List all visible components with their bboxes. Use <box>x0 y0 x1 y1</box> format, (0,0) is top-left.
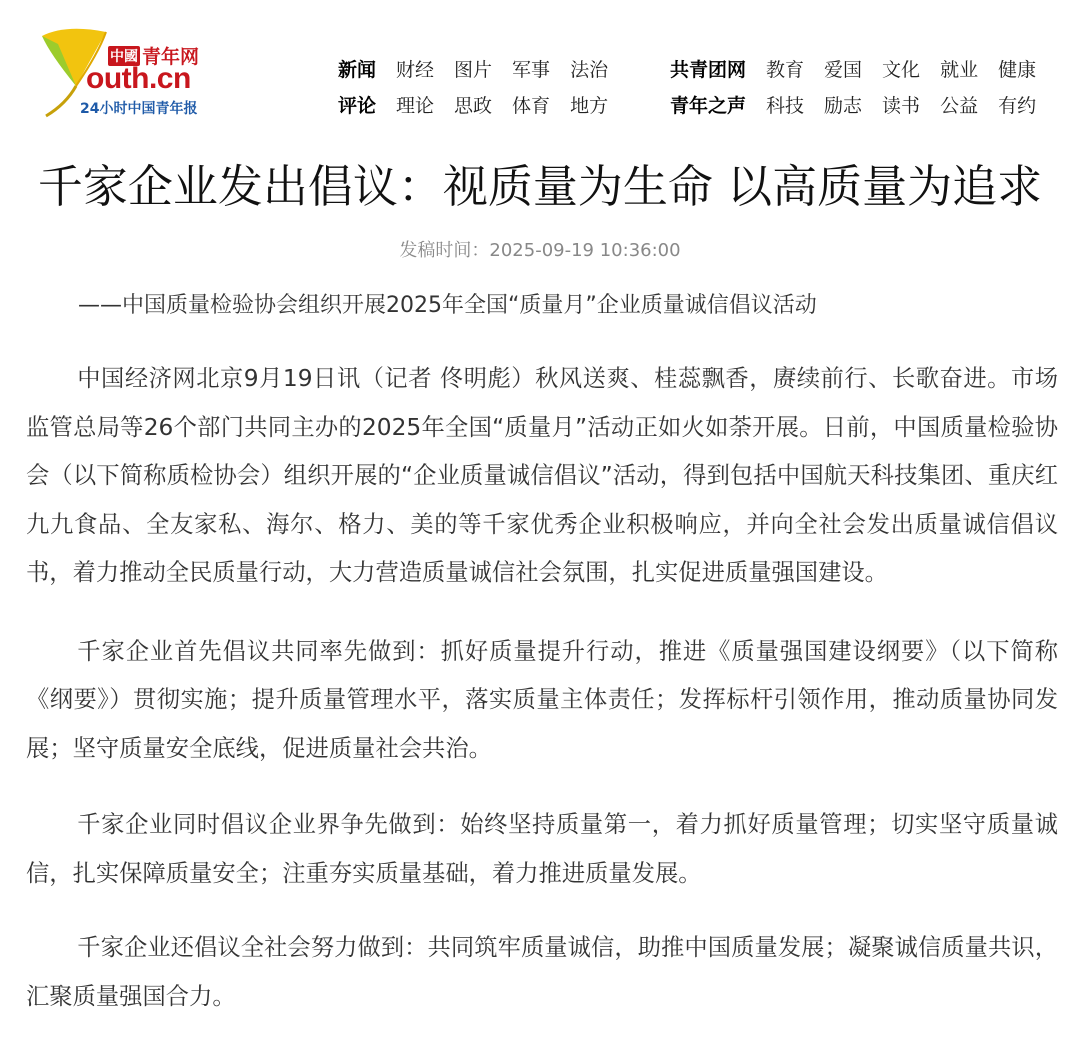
nav-item-league[interactable]: 共青团网 <box>670 58 747 81</box>
youth-cn-logo[interactable] <box>36 24 216 122</box>
nav-item-local[interactable]: 地方 <box>570 94 609 117</box>
nav-item-law[interactable]: 法治 <box>570 58 609 81</box>
nav-item-photos[interactable]: 图片 <box>454 58 493 81</box>
nav-row <box>670 50 1056 86</box>
nav-item-employment[interactable]: 就业 <box>940 58 979 81</box>
nav-item-theory[interactable]: 理论 <box>396 94 435 117</box>
article-paragraph: 千家企业首先倡议共同率先做到：抓好质量提升行动，推进《质量强国建设纲要》（以下简称《纲要》）贯彻实施；提升质量管理水平，落实质量主体责任；发挥标杆引领作用，推动质量协同发展；坚守质量安全底线，促进质量社会共治。 <box>26 637 1058 762</box>
nav-item-military[interactable]: 军事 <box>512 58 551 81</box>
nav-item-commentary[interactable]: 评论 <box>338 94 377 117</box>
nav-item-charity[interactable]: 公益 <box>940 94 979 117</box>
nav-item-health[interactable]: 健康 <box>998 58 1037 81</box>
article-paragraph: 千家企业同时倡议企业界争先做到：始终坚持质量第一，着力抓好质量管理；切实坚守质量诚信，扎实保障质量安全；注重夯实质量基础，着力推进质量发展。 <box>26 811 1058 887</box>
nav-item-youth-voice[interactable]: 青年之声 <box>670 94 747 117</box>
nav-item-news[interactable]: 新闻 <box>338 58 377 81</box>
nav-item-reading[interactable]: 读书 <box>882 94 921 117</box>
nav-item-patriotism[interactable]: 爱国 <box>824 58 863 81</box>
nav-item-appointments[interactable]: 有约 <box>998 94 1037 117</box>
publish-time: 发稿时间：2025-09-19 10:36:00 <box>399 240 681 261</box>
nav-item-technology[interactable]: 科技 <box>766 94 805 117</box>
nav-item-inspiration[interactable]: 励志 <box>824 94 863 117</box>
article-paragraph: 千家企业还倡议全社会努力做到：共同筑牢质量诚信，助推中国质量发展；凝聚诚信质量共识，汇聚质量强国合力。 <box>26 934 1058 1010</box>
nav-item-sports[interactable]: 体育 <box>512 94 551 117</box>
nav-right <box>670 50 1056 122</box>
nav-item-education[interactable]: 教育 <box>766 58 805 81</box>
nav-row <box>338 86 628 122</box>
article-paragraph: 中国经济网北京9月19日讯（记者 佟明彪）秋风送爽、桂蕊飘香，赓续前行、长歌奋进。市场监管总局等26个部门共同主办的2025年全国“质量月”活动正如火如荼开展。日前，中国质量检验协会（以下简称质检协会）组织开展的“企业质量诚信倡议”活动，得到包括中国航天科技集团、重庆红九九食品、全友家私、海尔、格力、美的等千家优秀企业积极响应，并向全社会发出质量诚信倡议书，着力推动全民质量行动，大力营造质量诚信社会氛围，扎实促进质量强国建设。 <box>26 365 1058 586</box>
logo-english-text: outh.cn <box>86 62 191 95</box>
logo-slogan: 24小时中国青年报 <box>80 101 198 117</box>
logo-chinese-text: 中國 青年网 <box>110 46 200 68</box>
site-header <box>0 0 1080 140</box>
nav-item-culture[interactable]: 文化 <box>882 58 921 81</box>
nav-left <box>338 50 628 122</box>
nav-item-finance[interactable]: 财经 <box>396 58 435 81</box>
article-subtitle: ——中国质量检验协会组织开展2025年全国“质量月”企业质量诚信倡议活动 <box>78 293 817 318</box>
article-body <box>26 355 1058 1051</box>
nav-row <box>670 86 1056 122</box>
article-title: 千家企业发出倡议：视质量为生命 以高质量为追求 <box>37 160 1043 213</box>
nav-item-politics[interactable]: 思政 <box>454 94 493 117</box>
nav-row <box>338 50 628 86</box>
